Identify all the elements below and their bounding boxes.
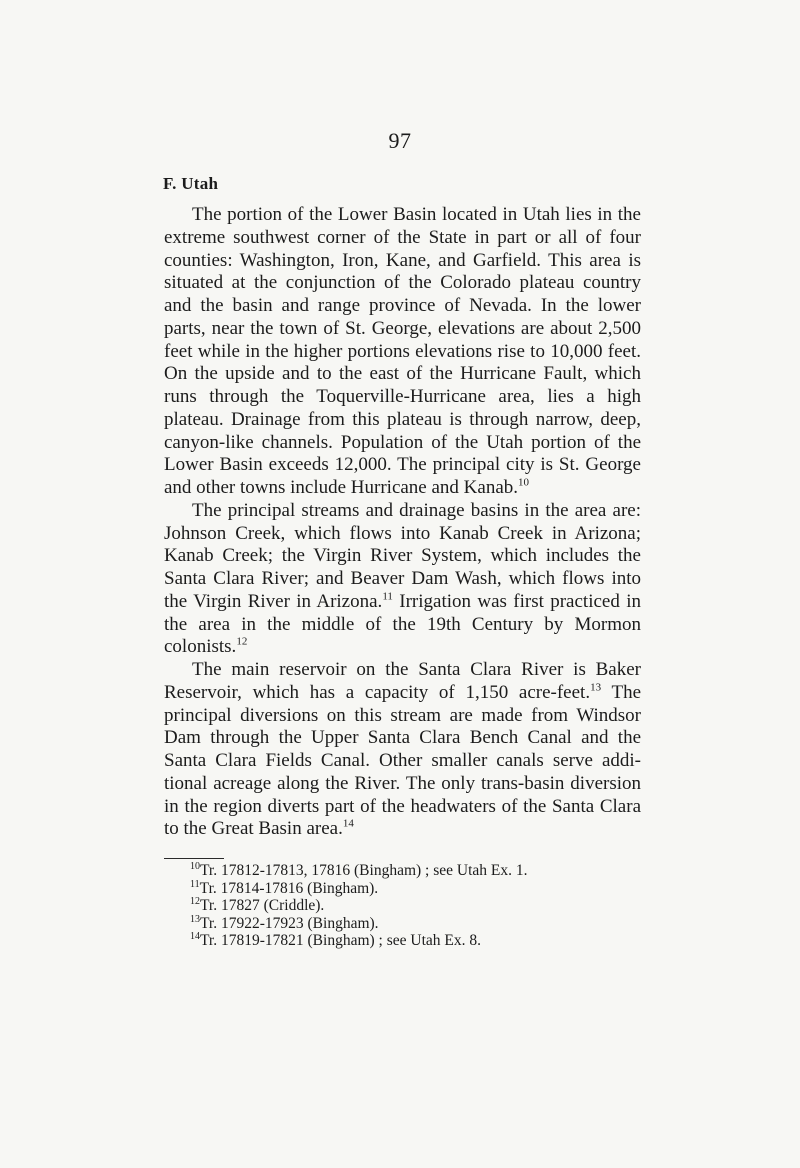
paragraph-text: The principal diversions on this stream are made from Windsor Dam through the Upper Santa Clara Bench Canal and the Santa Clara Fields Canal. Other smaller canals serve additional acreage along the River. The only trans-basin diversion in the region diverts part of the headwaters of the Santa Clara to the Great Basin area.	[164, 681, 642, 840]
paragraph-text: The portion of the Lower Basin located in Utah lies in the extreme southwest corner of the State in part or all of four counties: Washington, Iron, Kane, and Garfield. This area is situated at the conjunction of the Colorado plateau country and the basin and range province of Nevada. In the lower parts, near the town of St. George, elevations are about 2,500 feet while in the higher portions elevations rise to 10,000 feet. On the upside and to the east of the Hurricane Fault, which runs through the Toquerville-Hurricane area, lies a high plateau. Drainage from this plateau is through narrow, deep, canyon-like channels. Population of the Utah portion of the Lower Basin exceeds 12,000. The principal city is St. George and other towns include Hurricane and Kanab.	[164, 204, 641, 498]
paragraph	[164, 204, 641, 500]
footnote-text: Tr. 17922-17923 (Bingham).	[200, 914, 379, 932]
footnote-divider	[164, 858, 224, 859]
footnote-mark: 11	[190, 878, 200, 890]
footnote	[190, 915, 630, 933]
footnote-text: Tr. 17827 (Criddle).	[200, 897, 325, 914]
paragraph-text: Irrigation was first practiced in the area in the middle of the 19th Century by Mormon colonists.	[164, 590, 641, 658]
footnote-reference: 10	[518, 476, 530, 489]
footnote-reference: 11	[382, 590, 393, 603]
footnote	[190, 932, 630, 950]
footnote	[190, 880, 630, 898]
footnote-mark: 10	[190, 860, 200, 872]
footnote-mark: 14	[190, 930, 200, 942]
paragraph	[164, 659, 641, 841]
footnotes	[190, 862, 630, 950]
footnote	[190, 897, 630, 915]
page-number: 97	[388, 128, 412, 153]
footnote-text: Tr. 17814-17816 (Bingham).	[199, 879, 379, 897]
paragraph	[164, 500, 641, 659]
footnote-reference: 14	[342, 817, 354, 830]
footnote-mark: 13	[190, 913, 200, 925]
section-heading: F. Utah	[163, 174, 219, 193]
footnote-reference: 12	[236, 635, 248, 648]
footnote-text: Tr. 17812-17813, 17816 (Bingham) ; see Utah Ex. 1.	[200, 862, 528, 879]
footnote-text: Tr. 17819-17821 (Bingham) ; see Utah Ex. 8.	[200, 932, 481, 949]
paragraph-text: The principal streams and drainage basins in the area are: Johnson Creek, which flows into Kanab Creek in Arizona; Kanab Creek; the Virgin River System, which includes the Santa Clara River; and Beaver Dam Wash, which flows into the Virgin River in Arizona.	[164, 499, 641, 612]
paragraph-text: The main reservoir on the Santa Clara River is Baker Reservoir, which has a capacity of 1,150 acre-feet.	[164, 659, 641, 703]
body-text	[164, 204, 641, 841]
footnote-reference: 13	[590, 681, 602, 694]
footnote	[190, 862, 630, 880]
footnote-mark: 12	[190, 895, 200, 907]
